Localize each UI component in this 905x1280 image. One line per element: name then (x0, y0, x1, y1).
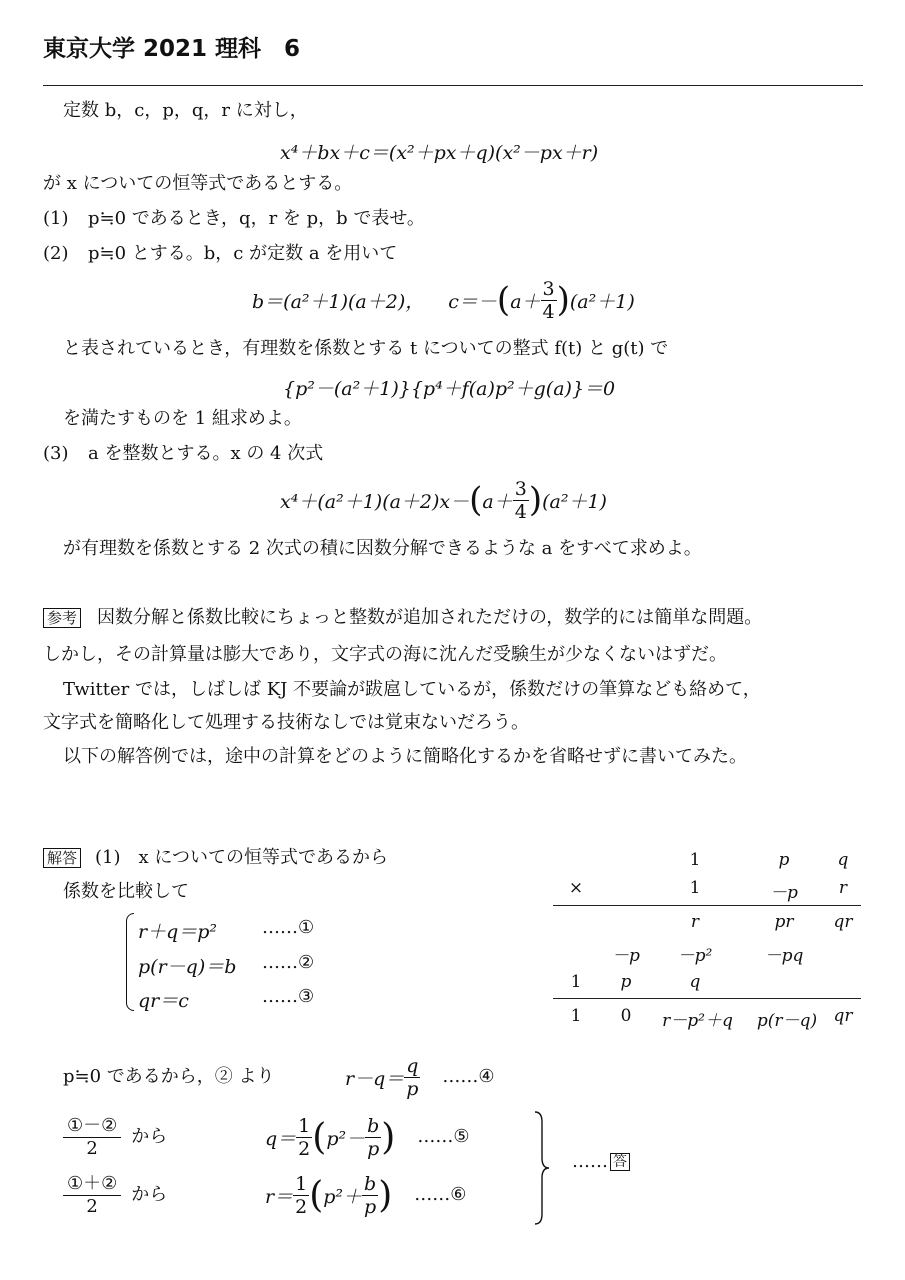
q2-line3: を満たすものを 1 組求めよ。 (63, 408, 302, 429)
step1-tag: ……④ (442, 1066, 495, 1087)
system-eq2: p(r－q)＝b (138, 956, 237, 978)
step2-frac: $\frac{\text{①－②}}{2}$ (63, 1115, 121, 1160)
step2-condition (63, 1114, 167, 1160)
answer-line2: 係数を比較して (63, 881, 189, 902)
table-cell: q (837, 850, 849, 870)
problem-condition: が x についての恒等式であるとする。 (43, 173, 353, 194)
system-eq3: qr＝c (138, 990, 189, 1012)
q2-eq-c-post: (a²＋1) (569, 290, 635, 313)
answer-part: (1) (95, 847, 121, 868)
q3-line2: が有理数を係数とする 2 次式の積に因数分解できるような a をすべて求めよ。 (63, 538, 702, 559)
q3-number: (3) (43, 443, 69, 464)
right-brace-icon (532, 1110, 552, 1226)
table-cell: qr (833, 912, 853, 932)
table-cell: 1 (570, 1006, 582, 1026)
problem-intro: 定数 b，c，p，q，r に対し， (63, 100, 308, 121)
final-answer-mark (572, 1153, 630, 1171)
step3-p2: p²＋ (323, 1185, 363, 1208)
step2-tag: ……⑤ (417, 1126, 470, 1147)
step2-kara: から (131, 1126, 168, 1147)
system-eq1: r＋q＝p² (138, 921, 218, 943)
step1-text: p≒0 であるから，② より (63, 1066, 275, 1087)
step2-lhs: q＝ (265, 1127, 297, 1150)
table-rule-top (553, 905, 861, 906)
q2-eq-b: b＝(a²＋1)(a＋2)， (252, 290, 425, 313)
q2-eq-c-a: a＋ (510, 290, 541, 313)
table-cell: 0 (620, 1006, 632, 1026)
q1-number: (1) (43, 208, 69, 229)
table-cell: q (689, 972, 701, 992)
step2-half: $\frac{1}{2}$ (298, 1114, 311, 1160)
table-cell: r－p²＋q (662, 1011, 733, 1031)
q3-eq-post: (a²＋1) (542, 490, 607, 513)
step2-bp: $\frac{b}{p}$ (367, 1114, 380, 1160)
table-rule-bottom (553, 998, 861, 999)
reference-line3: Twitter では，しばしば KJ 不要論が跋扈しているが，係数だけの筆算なども絡めて， (63, 679, 761, 700)
answer-header (43, 848, 388, 868)
step3-condition (63, 1172, 167, 1218)
table-cell: －p² (677, 946, 713, 966)
table-cell: qr (833, 1006, 853, 1026)
step2-p2: p²－ (326, 1127, 366, 1150)
system-eq3-tag: ……③ (262, 986, 315, 1007)
q2-equation: b＝(a²＋1)(a＋2)， c＝－ ( a＋ $\frac{3}{4}$ ) (a²＋1) (252, 277, 635, 323)
q2-line2: と表されているとき，有理数を係数とする t についての整式 f(t) と g(t) で (63, 338, 669, 359)
title-rule (43, 85, 863, 86)
table-cell: 1 (689, 878, 701, 898)
step1-fraction: $\frac{q}{p}$ (406, 1054, 419, 1100)
system-eq2-tag: ……② (262, 952, 315, 973)
q3-text: a を整数とする。x の 4 次式 (88, 443, 324, 464)
step2-equation: q＝ $\frac{1}{2}$ ( p²－ $\frac{b}{p}$ ) ……⑤ (265, 1114, 470, 1160)
table-cell: p(r－q) (756, 1011, 818, 1031)
q1-text: p≒0 であるとき，q，r を p，b で表せ。 (88, 208, 425, 229)
table-cell: 1 (570, 972, 582, 992)
table-cell: × (568, 878, 584, 898)
table-cell: －pq (764, 946, 804, 966)
q2-text: p≒0 とする。b，c が定数 a を用いて (88, 243, 398, 264)
final-tag: …… (572, 1151, 608, 1172)
table-cell: r (838, 878, 848, 898)
system-brace (126, 913, 134, 1011)
page-title: 東京大学 2021 理科 6 (43, 36, 301, 62)
q2-eq-c-pre: c＝－ (448, 290, 497, 313)
problem-identity: x⁴＋bx＋c＝(x²＋px＋q)(x²－px＋r) (280, 142, 599, 164)
step1-equation (345, 1054, 495, 1100)
q3-fraction: $\frac{3}{4}$ (514, 477, 527, 523)
step3-tag: ……⑥ (414, 1184, 467, 1205)
system-eq1-tag: ……① (262, 917, 315, 938)
step3-bp: $\frac{b}{p}$ (364, 1172, 377, 1218)
q3-eq-pre: x⁴＋(a²＋1)(a＋2)x－ (280, 490, 470, 513)
answer-label: 解答 (43, 848, 81, 868)
reference-line2: しかし，その計算量は膨大であり，文字式の海に沈んだ受験生が少なくないはずだ。 (43, 644, 727, 665)
q3-equation: x⁴＋(a²＋1)(a＋2)x－ ( a＋ $\frac{3}{4}$ ) (a²＋1) (280, 477, 607, 523)
table-cell: r (690, 912, 700, 932)
reference-label: 参考 (43, 608, 81, 628)
reference-line1-row (43, 608, 762, 628)
step3-kara: から (131, 1184, 168, 1205)
step3-lhs: r＝ (265, 1185, 294, 1208)
table-cell: －p (612, 946, 640, 966)
q3-eq-a: a＋ (482, 490, 513, 513)
q2-eq2: {p²－(a²＋1)}{p⁴＋f(a)p²＋g(a)}＝0 (283, 378, 616, 400)
table-cell: p (778, 850, 790, 870)
answer-line1: x についての恒等式であるから (138, 847, 389, 868)
table-cell: －p (770, 883, 798, 903)
table-cell: pr (774, 912, 794, 932)
table-cell: p (620, 972, 632, 992)
q2-number: (2) (43, 243, 69, 264)
q2-fraction: $\frac{3}{4}$ (542, 277, 555, 323)
step1-lhs: r－q＝ (345, 1067, 405, 1090)
table-cell: 1 (689, 850, 701, 870)
step3-equation: r＝ $\frac{1}{2}$ ( p²＋ $\frac{b}{p}$ ) ……⑥ (265, 1172, 467, 1218)
reference-line1: 因数分解と係数比較にちょっと整数が追加されただけの，数学的には簡単な問題。 (97, 607, 763, 628)
answer-box: 答 (610, 1153, 630, 1171)
reference-line5: 以下の解答例では，途中の計算をどのように簡略化するかを省略せずに書いてみた。 (63, 746, 747, 767)
reference-line4: 文字式を簡略化して処理する技術なしでは覚束ないだろう。 (43, 712, 529, 733)
step3-half: $\frac{1}{2}$ (295, 1172, 308, 1218)
step3-frac: $\frac{\text{①＋②}}{2}$ (63, 1173, 121, 1218)
